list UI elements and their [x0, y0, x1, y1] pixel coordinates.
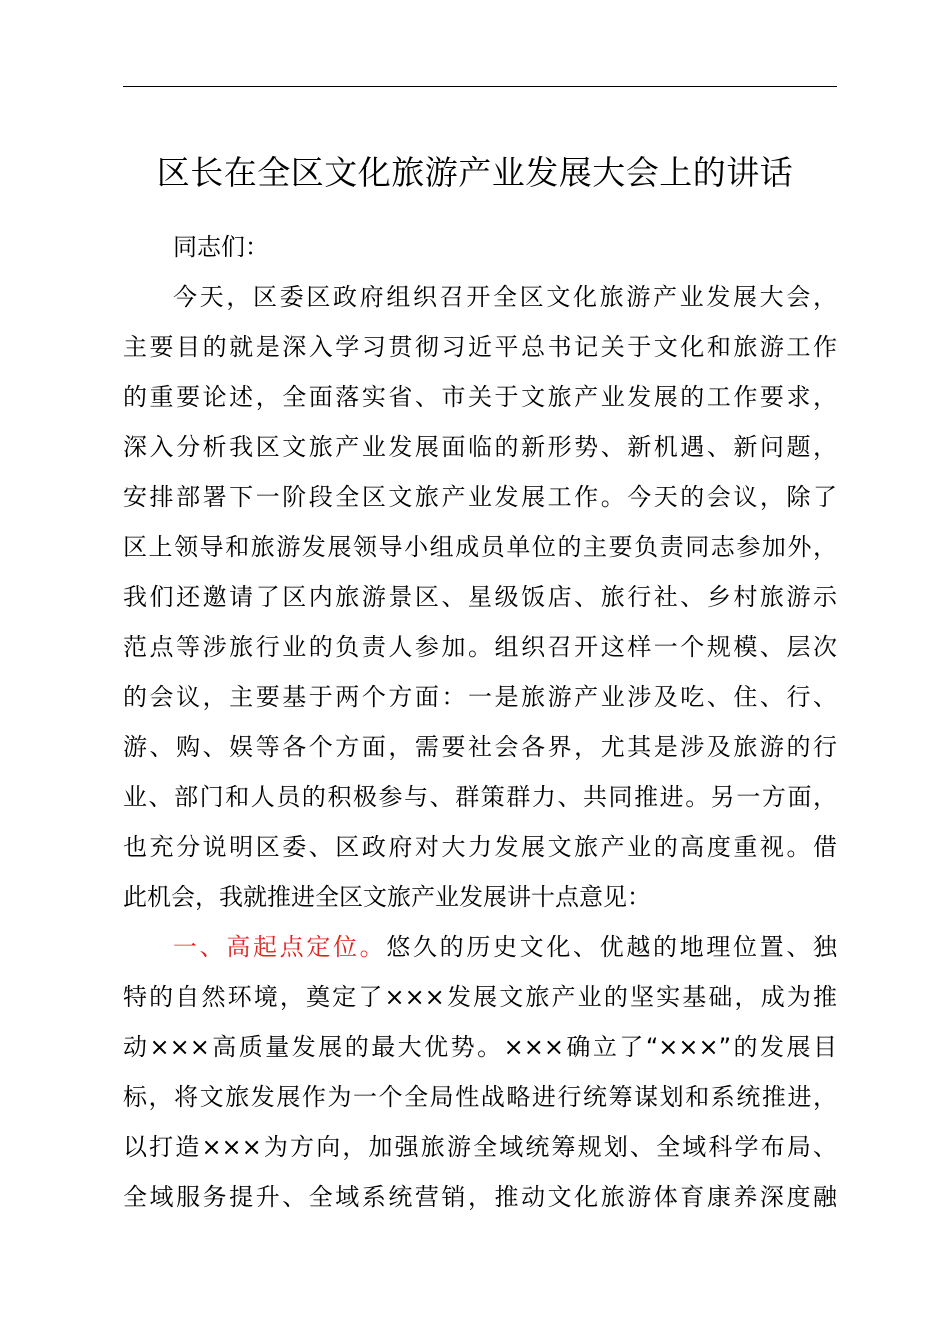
paragraph-line: 安排部署下一阶段全区文旅产业发展工作。今天的会议，除了: [123, 483, 837, 511]
paragraph-line: 今天，区委区政府组织召开全区文化旅游产业发展大会，: [173, 283, 837, 311]
paragraph-line: 此机会，我就推进全区文旅产业发展讲十点意见：: [123, 883, 651, 911]
paragraph-line: 特的自然环境，奠定了×××发展文旅产业的坚实基础，成为推: [123, 983, 837, 1011]
paragraph-line: 以打造×××为方向，加强旅游全域统筹规划、全域科学布局、: [123, 1133, 837, 1161]
paragraph-line: 深入分析我区文旅产业发展面临的新形势、新机遇、新问题，: [123, 433, 837, 461]
document-body: [123, 222, 837, 1222]
section-1-first-line-text: 悠久的历史文化、优越的地理位置、独: [386, 933, 838, 961]
document-title: 区长在全区文化旅游产业发展大会上的讲话: [156, 153, 794, 192]
paragraph-line: 的重要论述，全面落实省、市关于文旅产业发展的工作要求，: [123, 383, 837, 411]
paragraph-line: 我们还邀请了区内旅游景区、星级饭店、旅行社、乡村旅游示: [123, 583, 837, 611]
section-1-heading: 一、高起点定位。: [173, 933, 387, 961]
paragraph-line: 动×××高质量发展的最大优势。×××确立了“×××”的发展目: [123, 1033, 837, 1061]
paragraph-line: 的会议，主要基于两个方面：一是旅游产业涉及吃、住、行、: [123, 683, 837, 711]
paragraph-line: 全域服务提升、全域系统营销，推动文化旅游体育康养深度融: [123, 1183, 837, 1211]
paragraph-line: 标，将文旅发展作为一个全局性战略进行统筹谋划和系统推进，: [123, 1083, 837, 1111]
paragraph-line: 游、购、娱等各个方面，需要社会各界，尤其是涉及旅游的行: [123, 733, 837, 761]
paragraph-line: 业、部门和人员的积极参与、群策群力、共同推进。另一方面，: [123, 783, 837, 811]
paragraph-line: 范点等涉旅行业的负责人参加。组织召开这样一个规模、层次: [123, 633, 837, 661]
section-1-first-line: [123, 922, 837, 972]
paragraph-line: 区上领导和旅游发展领导小组成员单位的主要负责同志参加外，: [123, 533, 837, 561]
salutation: 同志们：: [173, 233, 269, 261]
paragraph-line: 主要目的就是深入学习贯彻习近平总书记关于文化和旅游工作: [123, 333, 837, 361]
header-rule: [123, 86, 837, 87]
paragraph-line: 也充分说明区委、区政府对大力发展文旅产业的高度重视。借: [123, 833, 837, 861]
